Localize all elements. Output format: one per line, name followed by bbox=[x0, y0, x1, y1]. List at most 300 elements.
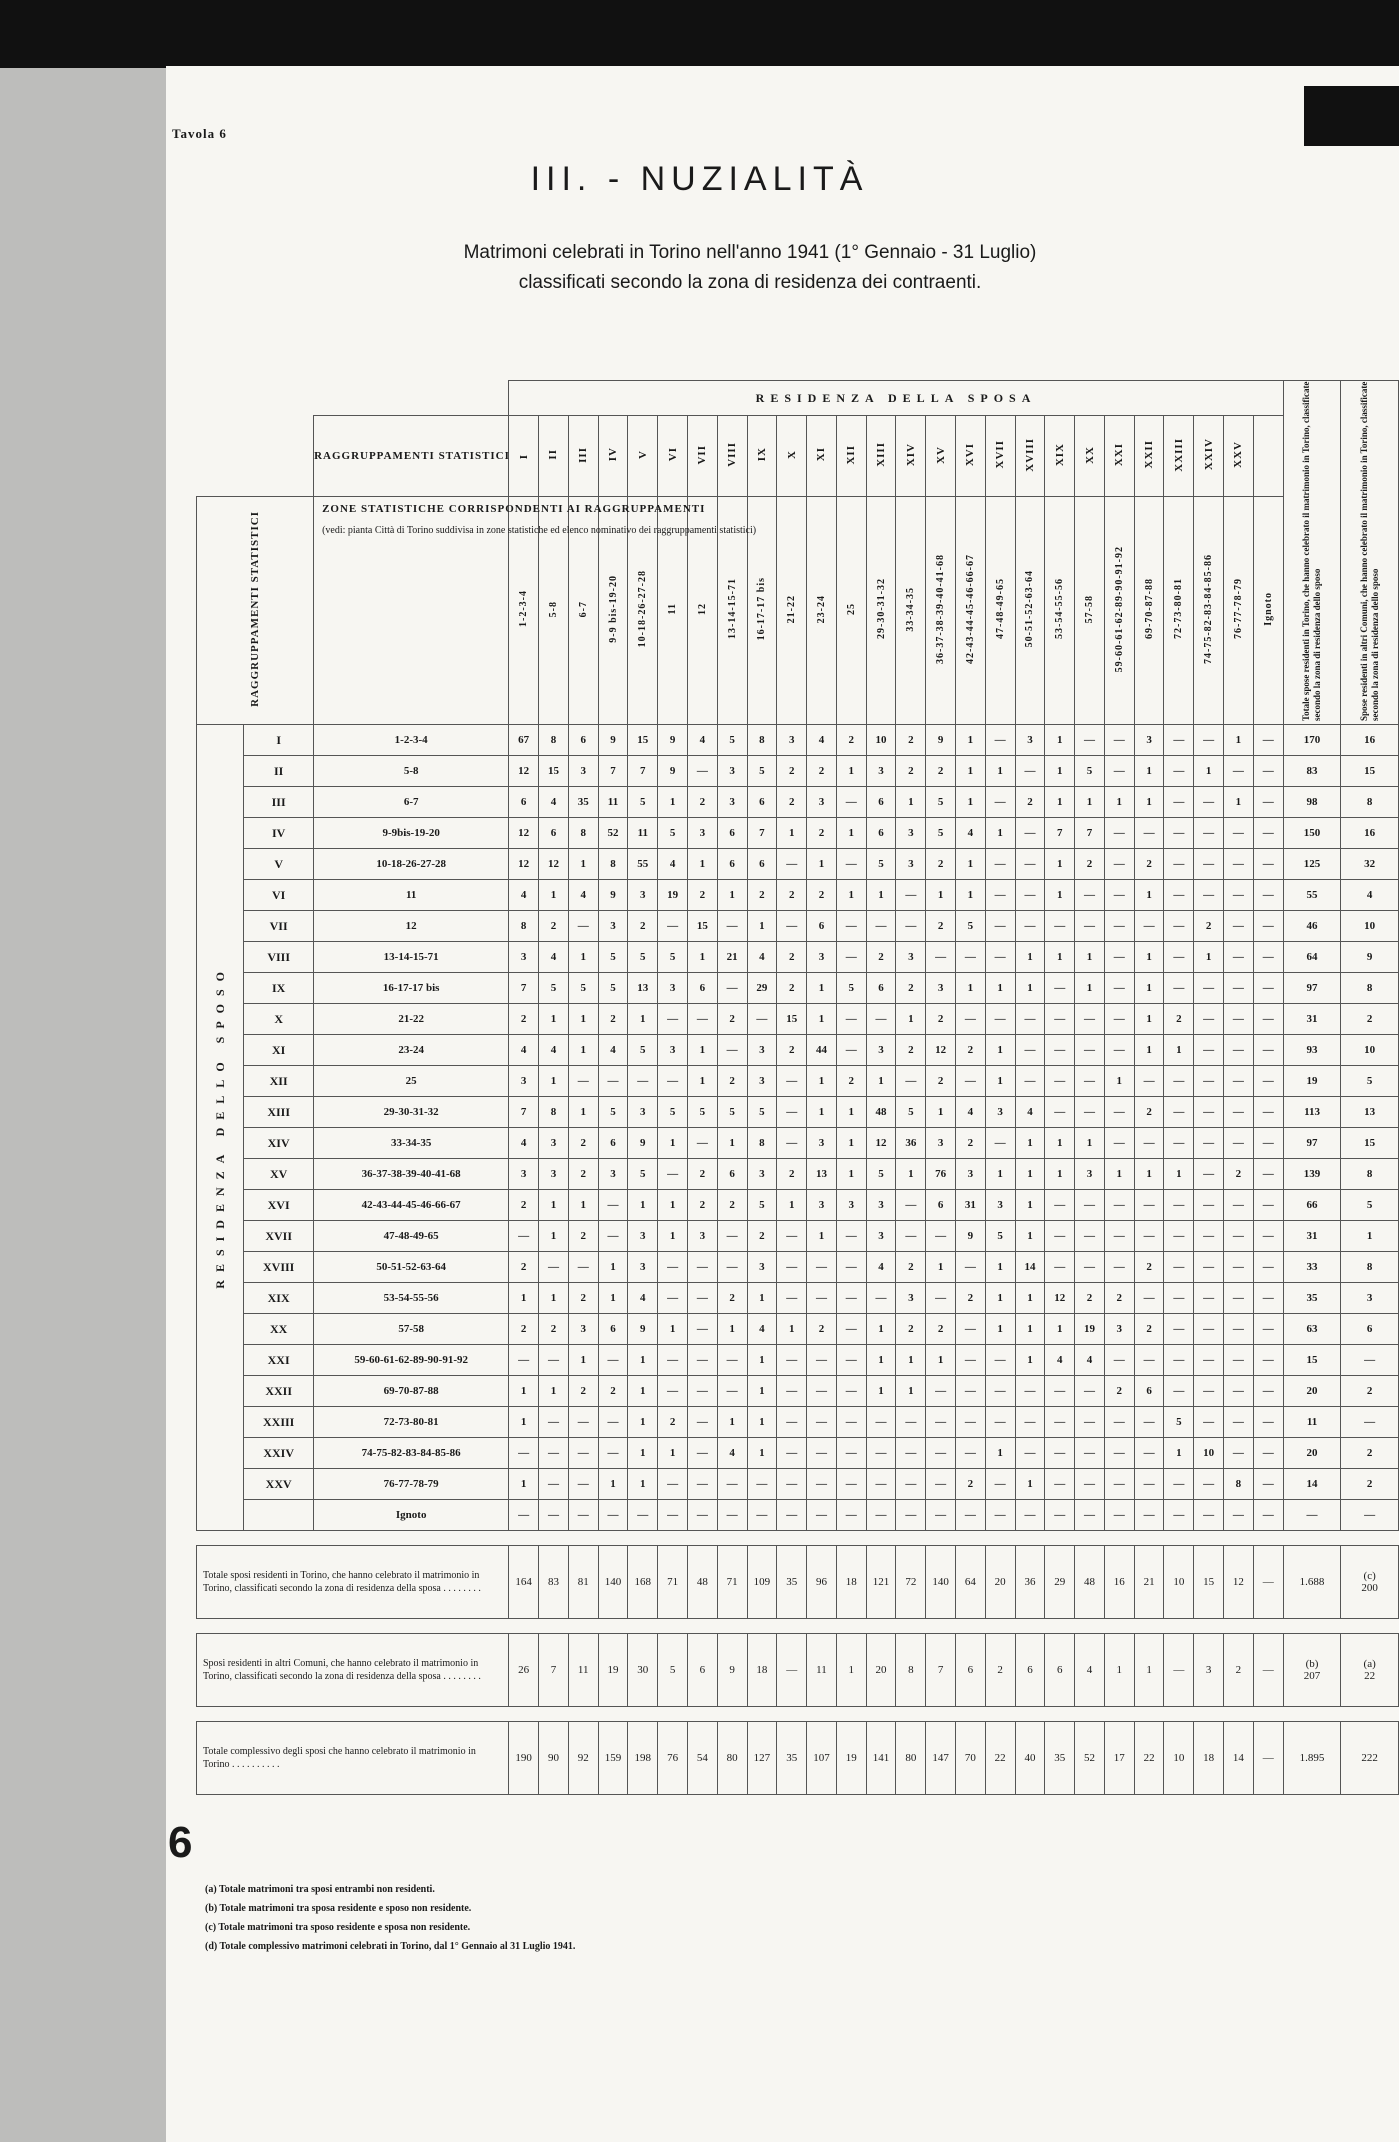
row-altri: 2 bbox=[1341, 1004, 1399, 1035]
scan-corner-shadow bbox=[1304, 86, 1399, 146]
row-altri: 5 bbox=[1341, 1066, 1399, 1097]
table-cell: 3 bbox=[866, 756, 896, 787]
table-cell: — bbox=[1224, 1097, 1254, 1128]
row-roman: XX bbox=[244, 1314, 314, 1345]
table-cell: 1 bbox=[658, 1128, 688, 1159]
spacer-row bbox=[197, 1707, 1399, 1722]
table-cell: 29 bbox=[747, 973, 777, 1004]
table-cell: 15 bbox=[539, 756, 569, 787]
totals-label: Totale sposi residenti in Torino, che hanno celebrato il matrimonio in Torino, classificati secondo la zona di residenza della sposa . . . . . . . . bbox=[197, 1546, 509, 1619]
table-cell: — bbox=[1253, 1500, 1283, 1531]
table-cell: 1 bbox=[1224, 787, 1254, 818]
table-cell: 1 bbox=[866, 1345, 896, 1376]
table-row bbox=[197, 1004, 1399, 1035]
table-cell: — bbox=[1194, 1004, 1224, 1035]
table-cell: 1 bbox=[807, 1004, 837, 1035]
row-roman: VI bbox=[244, 880, 314, 911]
table-row bbox=[197, 1221, 1399, 1252]
col-zones-label: 76-77-78-79 bbox=[1232, 578, 1244, 640]
table-cell: 12 bbox=[509, 849, 539, 880]
table-cell: 3 bbox=[628, 1252, 658, 1283]
totals-cell: 8 bbox=[896, 1634, 926, 1707]
table-cell: 2 bbox=[1075, 1283, 1105, 1314]
table-cell: 8 bbox=[598, 849, 628, 880]
totals-label: Sposi residenti in altri Comuni, che hanno celebrato il matrimonio in Torino, classificati secondo la zona di residenza della sposa . . . . . . . . bbox=[197, 1634, 509, 1707]
table-cell: — bbox=[1224, 1190, 1254, 1221]
table-row bbox=[197, 818, 1399, 849]
table-cell: 2 bbox=[896, 725, 926, 756]
row-roman bbox=[244, 1500, 314, 1531]
table-cell: 35 bbox=[568, 787, 598, 818]
table-cell: — bbox=[777, 1221, 807, 1252]
table-cell: — bbox=[1253, 973, 1283, 1004]
table-cell: — bbox=[1104, 942, 1134, 973]
table-cell: 1 bbox=[658, 1438, 688, 1469]
table-row bbox=[197, 1252, 1399, 1283]
table-cell: — bbox=[866, 1004, 896, 1035]
row-altri: 6 bbox=[1341, 1314, 1399, 1345]
totals-grand-value: 1.895 bbox=[1299, 1752, 1325, 1764]
table-cell: 10 bbox=[1194, 1438, 1224, 1469]
table-cell: 14 bbox=[1015, 1252, 1045, 1283]
table-cell: 6 bbox=[807, 911, 837, 942]
table-cell: 5 bbox=[836, 973, 866, 1004]
table-row bbox=[197, 911, 1399, 942]
table-cell: 2 bbox=[687, 880, 717, 911]
table-cell: 7 bbox=[509, 1097, 539, 1128]
totals-altri bbox=[1341, 1546, 1399, 1619]
table-cell: 3 bbox=[807, 942, 837, 973]
totals-cell: 6 bbox=[687, 1634, 717, 1707]
table-cell: — bbox=[539, 1500, 569, 1531]
table-cell: 1 bbox=[955, 787, 985, 818]
table-cell: — bbox=[1224, 818, 1254, 849]
totals-cell: 6 bbox=[1015, 1634, 1045, 1707]
table-cell: 1 bbox=[866, 1314, 896, 1345]
table-cell: 1 bbox=[1015, 1345, 1045, 1376]
table-cell: — bbox=[568, 1438, 598, 1469]
table-cell: 8 bbox=[539, 1097, 569, 1128]
table-cell: 5 bbox=[747, 1190, 777, 1221]
totals-cell: 18 bbox=[836, 1546, 866, 1619]
table-cell: 1 bbox=[539, 1004, 569, 1035]
table-cell: 3 bbox=[717, 787, 747, 818]
table-cell: — bbox=[777, 1469, 807, 1500]
table-cell: — bbox=[509, 1500, 539, 1531]
table-cell: — bbox=[1164, 725, 1194, 756]
table-cell: 2 bbox=[658, 1407, 688, 1438]
table-cell: 4 bbox=[1075, 1345, 1105, 1376]
table-cell: — bbox=[628, 1066, 658, 1097]
col-zones-label: 42-43-44-45-46-66-67 bbox=[964, 553, 976, 664]
totals-cell: 10 bbox=[1164, 1546, 1194, 1619]
table-cell: 1 bbox=[777, 818, 807, 849]
table-cell: 3 bbox=[658, 973, 688, 1004]
table-cell: — bbox=[1045, 1500, 1075, 1531]
table-cell: 2 bbox=[1075, 849, 1105, 880]
table-cell: 13 bbox=[628, 973, 658, 1004]
table-cell: 3 bbox=[807, 1190, 837, 1221]
col-roman-label: IV bbox=[607, 447, 619, 462]
totals-cell: 164 bbox=[509, 1546, 539, 1619]
table-cell: — bbox=[598, 1066, 628, 1097]
table-cell: 5 bbox=[926, 818, 956, 849]
row-zones: Ignoto bbox=[314, 1500, 509, 1531]
totals-cell: 168 bbox=[628, 1546, 658, 1619]
row-roman: IV bbox=[244, 818, 314, 849]
table-cell: 1 bbox=[747, 1376, 777, 1407]
table-cell: — bbox=[926, 1221, 956, 1252]
zone-note-text: (vedi: pianta Città di Torino suddivisa in zone statistiche ed elenco nominativo dei raggruppamenti statistici) bbox=[322, 524, 757, 536]
totals-cell: 5 bbox=[658, 1634, 688, 1707]
table-cell: 1 bbox=[985, 1035, 1015, 1066]
scan-top-border bbox=[0, 0, 1399, 68]
table-cell: 1 bbox=[1164, 1159, 1194, 1190]
totals-cell: 140 bbox=[598, 1546, 628, 1619]
table-cell: 2 bbox=[926, 849, 956, 880]
table-cell: — bbox=[1015, 1004, 1045, 1035]
page-title: III. - NUZIALITÀ bbox=[530, 160, 869, 198]
table-cell: 1 bbox=[1134, 756, 1164, 787]
table-cell: 4 bbox=[628, 1283, 658, 1314]
table-cell: — bbox=[1015, 880, 1045, 911]
table-cell: — bbox=[598, 1407, 628, 1438]
table-cell: 2 bbox=[509, 1314, 539, 1345]
totals-row bbox=[197, 1722, 1399, 1795]
table-cell: — bbox=[1075, 1376, 1105, 1407]
table-cell: — bbox=[1015, 1376, 1045, 1407]
table-cell: 1 bbox=[747, 1438, 777, 1469]
table-cell: 2 bbox=[717, 1004, 747, 1035]
row-zones: 74-75-82-83-84-85-86 bbox=[314, 1438, 509, 1469]
table-cell: 2 bbox=[777, 1035, 807, 1066]
table-cell: 2 bbox=[836, 1066, 866, 1097]
col-zones-label: 59-60-61-62-89-90-91-92 bbox=[1113, 545, 1125, 673]
row-zones: 6-7 bbox=[314, 787, 509, 818]
totals-cell: 17 bbox=[1104, 1722, 1134, 1795]
table-cell: 6 bbox=[926, 1190, 956, 1221]
table-cell: 2 bbox=[1015, 787, 1045, 818]
table-cell: — bbox=[1194, 1190, 1224, 1221]
table-cell: — bbox=[1104, 1500, 1134, 1531]
table-cell: 2 bbox=[777, 787, 807, 818]
table-cell: 3 bbox=[628, 1221, 658, 1252]
col-roman-label: XIV bbox=[904, 442, 917, 467]
table-cell: 3 bbox=[658, 1035, 688, 1066]
table-cell: — bbox=[926, 942, 956, 973]
row-altri: — bbox=[1341, 1345, 1399, 1376]
table-cell: — bbox=[717, 911, 747, 942]
table-cell: — bbox=[866, 911, 896, 942]
table-cell: — bbox=[1224, 1314, 1254, 1345]
table-cell: 1 bbox=[628, 1004, 658, 1035]
table-cell: 2 bbox=[509, 1252, 539, 1283]
table-cell: — bbox=[1134, 1407, 1164, 1438]
table-cell: 12 bbox=[866, 1128, 896, 1159]
totals-cell: 16 bbox=[1104, 1546, 1134, 1619]
table-cell: 4 bbox=[539, 787, 569, 818]
table-cell: — bbox=[1253, 1438, 1283, 1469]
table-cell: 3 bbox=[985, 1190, 1015, 1221]
col-roman-22 bbox=[1134, 416, 1164, 497]
table-cell: 1 bbox=[658, 1314, 688, 1345]
table-cell: 1 bbox=[1015, 973, 1045, 1004]
table-cell: — bbox=[896, 880, 926, 911]
table-row bbox=[197, 1345, 1399, 1376]
table-cell: 3 bbox=[539, 1159, 569, 1190]
col-roman-14 bbox=[896, 416, 926, 497]
table-cell: — bbox=[1164, 880, 1194, 911]
table-cell: 1 bbox=[926, 880, 956, 911]
table-cell: 1 bbox=[1015, 1469, 1045, 1500]
table-cell: 3 bbox=[955, 1159, 985, 1190]
table-cell: 1 bbox=[1015, 1314, 1045, 1345]
table-cell: — bbox=[896, 1500, 926, 1531]
table-cell: — bbox=[1104, 1407, 1134, 1438]
table-cell: 2 bbox=[598, 1004, 628, 1035]
table-cell: 1 bbox=[717, 1314, 747, 1345]
table-cell: — bbox=[866, 1500, 896, 1531]
table-cell: — bbox=[836, 942, 866, 973]
col-zones-label: 50-51-52-63-64 bbox=[1024, 570, 1036, 648]
table-cell: — bbox=[1134, 1500, 1164, 1531]
table-cell: 2 bbox=[568, 1128, 598, 1159]
table-cell: — bbox=[896, 1438, 926, 1469]
table-cell: 2 bbox=[539, 1314, 569, 1345]
row-zones: 42-43-44-45-46-66-67 bbox=[314, 1190, 509, 1221]
table-cell: — bbox=[1224, 880, 1254, 911]
table-cell: — bbox=[687, 1438, 717, 1469]
table-cell: — bbox=[1164, 1252, 1194, 1283]
table-cell: 1 bbox=[985, 1283, 1015, 1314]
table-cell: 2 bbox=[836, 725, 866, 756]
col-zones-14 bbox=[896, 496, 926, 724]
table-cell: 1 bbox=[896, 1376, 926, 1407]
table-cell: — bbox=[777, 1128, 807, 1159]
totals-cell: 21 bbox=[1134, 1546, 1164, 1619]
col-roman-24 bbox=[1194, 416, 1224, 497]
col-roman-4 bbox=[598, 416, 628, 497]
table-cell: — bbox=[1164, 911, 1194, 942]
col-zones-label: 53-54-55-56 bbox=[1054, 578, 1066, 640]
row-roman: XVIII bbox=[244, 1252, 314, 1283]
row-altri: 15 bbox=[1341, 756, 1399, 787]
row-total: 31 bbox=[1283, 1004, 1341, 1035]
table-cell: — bbox=[1194, 1345, 1224, 1376]
table-cell: — bbox=[807, 1345, 837, 1376]
table-cell: 4 bbox=[717, 1438, 747, 1469]
table-cell: 1 bbox=[1075, 787, 1105, 818]
table-cell: — bbox=[1164, 1128, 1194, 1159]
table-cell: 1 bbox=[866, 1066, 896, 1097]
table-cell: — bbox=[866, 1283, 896, 1314]
table-cell: — bbox=[926, 1500, 956, 1531]
row-roman: XIV bbox=[244, 1128, 314, 1159]
table-cell: — bbox=[1134, 1469, 1164, 1500]
table-cell: 1 bbox=[1045, 787, 1075, 818]
table-row bbox=[197, 1097, 1399, 1128]
table-cell: 1 bbox=[598, 1469, 628, 1500]
table-cell: — bbox=[955, 1407, 985, 1438]
table-cell: 5 bbox=[717, 1097, 747, 1128]
table-cell: — bbox=[1015, 1407, 1045, 1438]
col-zones-label: 9-9 bis-19-20 bbox=[607, 575, 619, 643]
table-cell: — bbox=[807, 1252, 837, 1283]
table-cell: 4 bbox=[509, 1035, 539, 1066]
col-zones-label: 33-34-35 bbox=[905, 586, 917, 632]
table-cell: — bbox=[1194, 1407, 1224, 1438]
table-cell: 1 bbox=[1104, 1159, 1134, 1190]
row-altri: 8 bbox=[1341, 973, 1399, 1004]
totals-cell: 19 bbox=[836, 1722, 866, 1795]
table-cell: — bbox=[1104, 880, 1134, 911]
totals-cell: 3 bbox=[1194, 1634, 1224, 1707]
table-cell: 1 bbox=[687, 942, 717, 973]
row-altri: 10 bbox=[1341, 911, 1399, 942]
row-total: — bbox=[1283, 1500, 1341, 1531]
table-cell: — bbox=[717, 1345, 747, 1376]
col-roman-label: XXIII bbox=[1172, 437, 1185, 472]
table-cell: 1 bbox=[568, 1345, 598, 1376]
table-cell: 3 bbox=[747, 1066, 777, 1097]
table-cell: — bbox=[1224, 1283, 1254, 1314]
table-cell: 4 bbox=[747, 1314, 777, 1345]
table-cell: — bbox=[896, 1469, 926, 1500]
col-zones-12 bbox=[836, 496, 866, 724]
row-zones: 36-37-38-39-40-41-68 bbox=[314, 1159, 509, 1190]
col-zones-label: 10-18-26-27-28 bbox=[637, 570, 649, 648]
footnote-c: (c) Totale matrimoni tra sposo residente e sposa non residente. bbox=[205, 1922, 471, 1933]
table-cell: — bbox=[777, 1407, 807, 1438]
row-total: 63 bbox=[1283, 1314, 1341, 1345]
table-cell: — bbox=[836, 1314, 866, 1345]
row-altri: 4 bbox=[1341, 880, 1399, 911]
table-cell: 2 bbox=[955, 1035, 985, 1066]
table-cell: 6 bbox=[568, 725, 598, 756]
totals-cell: 76 bbox=[658, 1722, 688, 1795]
row-altri: 10 bbox=[1341, 1035, 1399, 1066]
table-cell: — bbox=[1164, 973, 1194, 1004]
table-cell: 5 bbox=[896, 1097, 926, 1128]
table-cell: 19 bbox=[658, 880, 688, 911]
row-zones: 5-8 bbox=[314, 756, 509, 787]
table-cell: 2 bbox=[747, 880, 777, 911]
table-cell: 1 bbox=[539, 1376, 569, 1407]
table-cell: — bbox=[1075, 1500, 1105, 1531]
table-cell: — bbox=[807, 1407, 837, 1438]
totals-cell: 1 bbox=[1134, 1634, 1164, 1707]
table-cell: — bbox=[1104, 1097, 1134, 1128]
row-altri: 8 bbox=[1341, 1159, 1399, 1190]
table-cell: 3 bbox=[807, 1128, 837, 1159]
table-cell: 2 bbox=[777, 973, 807, 1004]
totals-cell: 71 bbox=[658, 1546, 688, 1619]
table-cell: 7 bbox=[509, 973, 539, 1004]
table-cell: 3 bbox=[628, 1097, 658, 1128]
table-cell: 5 bbox=[1164, 1407, 1194, 1438]
table-cell: — bbox=[1075, 1221, 1105, 1252]
totals-cell: 7 bbox=[926, 1634, 956, 1707]
table-cell: — bbox=[1015, 1500, 1045, 1531]
table-cell: 1 bbox=[777, 1314, 807, 1345]
col-zones-label: 29-30-31-32 bbox=[875, 578, 887, 640]
row-total: 98 bbox=[1283, 787, 1341, 818]
col-zones-11 bbox=[807, 496, 837, 724]
header-residenza-sposa: RESIDENZA DELLA SPOSA bbox=[509, 381, 1284, 416]
col-roman-9 bbox=[747, 416, 777, 497]
table-cell: — bbox=[985, 725, 1015, 756]
totals-cell: 141 bbox=[866, 1722, 896, 1795]
totals-cell: — bbox=[1253, 1634, 1283, 1707]
table-cell: — bbox=[598, 1500, 628, 1531]
totals-grand bbox=[1283, 1634, 1341, 1707]
table-cell: 2 bbox=[717, 1190, 747, 1221]
table-cell: 1 bbox=[1134, 973, 1164, 1004]
totals-cell: 140 bbox=[926, 1546, 956, 1619]
table-cell: 9 bbox=[955, 1221, 985, 1252]
totals-cell: 64 bbox=[955, 1546, 985, 1619]
col-roman-label: XVII bbox=[994, 440, 1007, 469]
table-row bbox=[197, 1376, 1399, 1407]
table-cell: 1 bbox=[836, 1097, 866, 1128]
table-cell: 1 bbox=[717, 1128, 747, 1159]
table-cell: — bbox=[1253, 787, 1283, 818]
col-roman-3 bbox=[568, 416, 598, 497]
row-total: 150 bbox=[1283, 818, 1341, 849]
table-cell: 1 bbox=[747, 911, 777, 942]
table-cell: — bbox=[747, 1004, 777, 1035]
table-cell: 2 bbox=[1134, 1097, 1164, 1128]
table-cell: — bbox=[1075, 1469, 1105, 1500]
table-cell: 1 bbox=[687, 1035, 717, 1066]
row-roman: XV bbox=[244, 1159, 314, 1190]
table-cell: — bbox=[896, 911, 926, 942]
totals-cell: 81 bbox=[568, 1546, 598, 1619]
totals-cell: 2 bbox=[985, 1634, 1015, 1707]
row-total: 139 bbox=[1283, 1159, 1341, 1190]
totals-cell: 4 bbox=[1075, 1634, 1105, 1707]
row-altri: 16 bbox=[1341, 818, 1399, 849]
table-cell: — bbox=[1075, 1407, 1105, 1438]
table-cell: — bbox=[539, 1469, 569, 1500]
table-cell: 1 bbox=[1015, 1128, 1045, 1159]
table-cell: 9 bbox=[628, 1128, 658, 1159]
totals-grand bbox=[1283, 1722, 1341, 1795]
row-altri: — bbox=[1341, 1500, 1399, 1531]
table-cell: — bbox=[1194, 1314, 1224, 1345]
table-cell: — bbox=[1134, 1221, 1164, 1252]
row-roman: II bbox=[244, 756, 314, 787]
totals-cell: 20 bbox=[985, 1546, 1015, 1619]
table-cell: 1 bbox=[1075, 1128, 1105, 1159]
table-cell: — bbox=[985, 1407, 1015, 1438]
table-cell: 67 bbox=[509, 725, 539, 756]
col-roman-23 bbox=[1164, 416, 1194, 497]
table-cell: 3 bbox=[807, 787, 837, 818]
col-zones-label: 21-22 bbox=[786, 594, 798, 624]
subtitle-line-2: classificati secondo la zona di residenza dei contraenti. bbox=[518, 272, 982, 293]
table-cell: — bbox=[658, 1252, 688, 1283]
table-cell: — bbox=[658, 1066, 688, 1097]
table-cell: 2 bbox=[807, 756, 837, 787]
table-cell: 3 bbox=[985, 1097, 1015, 1128]
table-cell: — bbox=[1104, 1438, 1134, 1469]
table-cell: 3 bbox=[509, 942, 539, 973]
table-cell: — bbox=[1015, 756, 1045, 787]
spacer-row bbox=[197, 1619, 1399, 1634]
table-cell: 1 bbox=[628, 1469, 658, 1500]
row-total: 20 bbox=[1283, 1438, 1341, 1469]
